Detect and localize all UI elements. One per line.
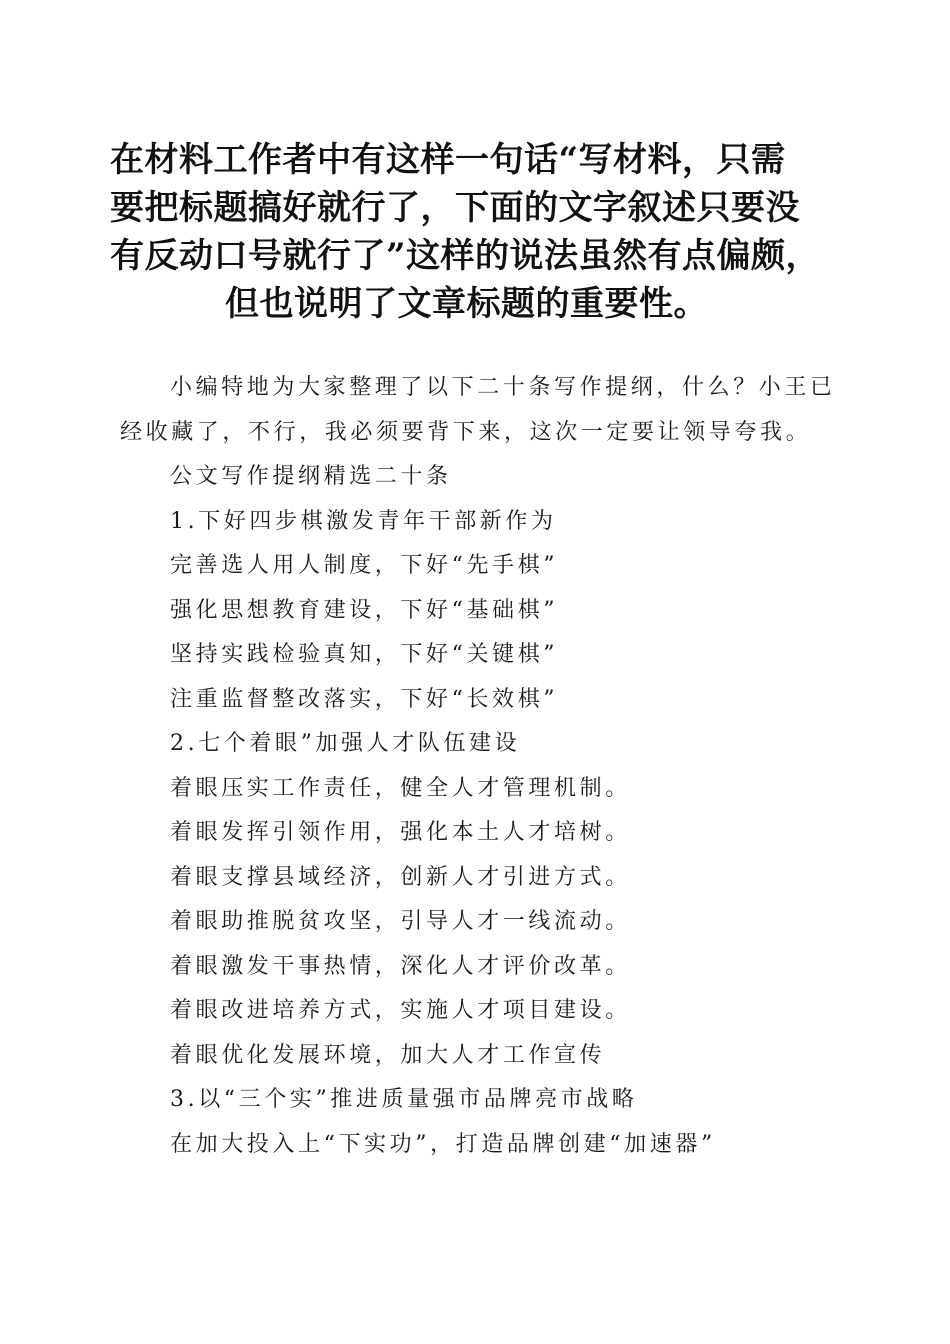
title-line: 在材料工作者中有这样一句话“写材料，只需 [110, 140, 786, 180]
title-line: 要把标题搞好就行了，下面的文字叙述只要没 [110, 188, 800, 228]
outline-item: 着眼优化发展环境，加大人才工作宣传 [170, 1042, 606, 1068]
outline-heading: 2.七个着眼”加强人才队伍建设 [170, 731, 521, 756]
outline-item: 着眼激发干事热情，深化人才评价改革。 [170, 953, 631, 979]
outline-item: 着眼支撑县域经济，创新人才引进方式。 [170, 864, 631, 890]
outline-heading: 1.下好四步棋激发青年干部新作为 [170, 508, 557, 534]
section-heading: 公文写作提纲精选二十条 [170, 464, 452, 489]
outline-item: 着眼压实工作责任，健全人才管理机制。 [170, 775, 631, 801]
outline-item: 注重监督整改落实，下好“长效棋” [170, 686, 559, 712]
outline-item: 强化思想教育建设，下好“基础棋” [170, 597, 559, 623]
title-line: 有反动口号就行了”这样的说法虽然有点偏颇， [110, 236, 821, 276]
outline-item: 在加大投入上“下实功”，打造品牌创建“加速器” [170, 1131, 716, 1157]
outline-item: 着眼改进培养方式，实施人才项目建设。 [170, 998, 631, 1023]
title-line: 但也说明了文章标题的重要性。 [225, 284, 708, 324]
intro-paragraph: 小编特地为大家整理了以下二十条写作提纲，什么？小王已经收藏了，不行，我必须要背下来，这次一定要让领导夸我。 [120, 375, 836, 445]
outline-item: 完善选人用人制度，下好“先手棋” [170, 553, 559, 578]
outline-item: 着眼助推脱贫攻坚，引导人才一线流动。 [170, 909, 631, 934]
document-body [120, 366, 840, 1167]
document-title [110, 136, 850, 328]
outline-item: 着眼发挥引领作用，强化本土人才培树。 [170, 820, 631, 845]
outline-heading: 3.以“三个实”推进质量强市品牌亮市战略 [170, 1087, 638, 1112]
outline-item: 坚持实践检验真知，下好“关键棋” [170, 642, 559, 667]
